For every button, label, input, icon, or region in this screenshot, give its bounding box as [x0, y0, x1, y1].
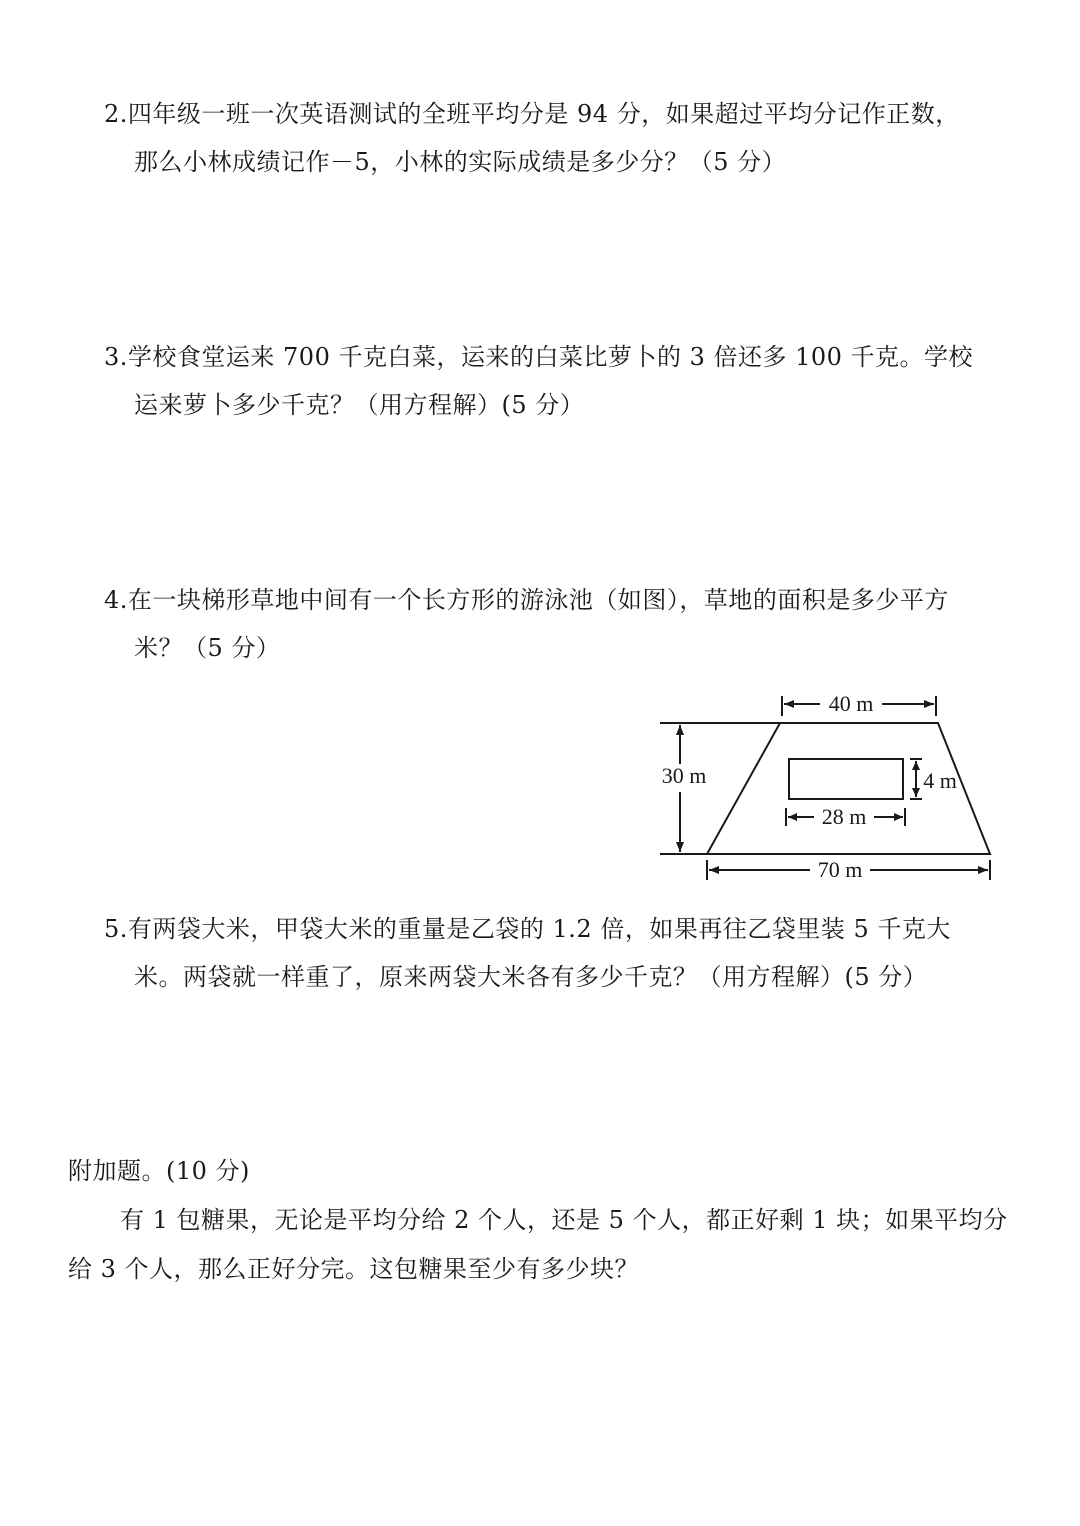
question-2-line-2: 那么小林成绩记作－5，小林的实际成绩是多少分？（5 分） [134, 148, 787, 176]
bonus-line-1: 有 1 包糖果，无论是平均分给 2 个人，还是 5 个人，都正好剩 1 块；如果平均分 [120, 1206, 1008, 1234]
pool-rectangle [789, 759, 903, 799]
height-dim-arrow-top [676, 725, 684, 735]
question-2-line-1: 2.四年级一班一次英语测试的全班平均分是 94 分，如果超过平均分记作正数， [104, 100, 960, 128]
height-dim-arrow-bottom [676, 842, 684, 852]
bonus-title: 附加题。(10 分) [68, 1157, 250, 1185]
question-5-line-1: 5.有两袋大米，甲袋大米的重量是乙袋的 1.2 倍，如果再往乙袋里装 5 千克大 [104, 915, 951, 943]
bottom-dim-arrow-right [978, 866, 988, 874]
bottom-dim-arrow-left [709, 866, 719, 874]
top-width-label: 40 m [828, 691, 874, 716]
question-3-line-1: 3.学校食堂运来 700 千克白菜，运来的白菜比萝卜的 3 倍还多 100 千克。学校 [104, 343, 974, 371]
pool-height-label: 4 m [923, 768, 957, 793]
question-4-line-2: 米？（5 分） [134, 634, 281, 662]
pool-width-arrow-left [788, 813, 797, 821]
pool-height-arrow-top [912, 761, 920, 770]
pool-height-arrow-bottom [912, 788, 920, 797]
height-label: 30 m [661, 763, 707, 788]
bonus-line-2: 给 3 个人，那么正好分完。这包糖果至少有多少块？ [68, 1255, 640, 1283]
question-5-line-2: 米。两袋就一样重了，原来两袋大米各有多少千克？（用方程解）(5 分） [134, 963, 928, 991]
question-3-line-2: 运来萝卜多少千克？（用方程解）(5 分） [134, 391, 585, 419]
bottom-width-label: 70 m [817, 857, 863, 882]
top-dim-arrow-right [924, 700, 934, 708]
top-dim-arrow-left [784, 700, 794, 708]
trapezoid-diagram [650, 680, 1010, 890]
pool-width-label: 28 m [821, 804, 867, 829]
question-4-line-1: 4.在一块梯形草地中间有一个长方形的游泳池（如图），草地的面积是多少平方 [104, 586, 949, 614]
pool-width-arrow-right [894, 813, 903, 821]
